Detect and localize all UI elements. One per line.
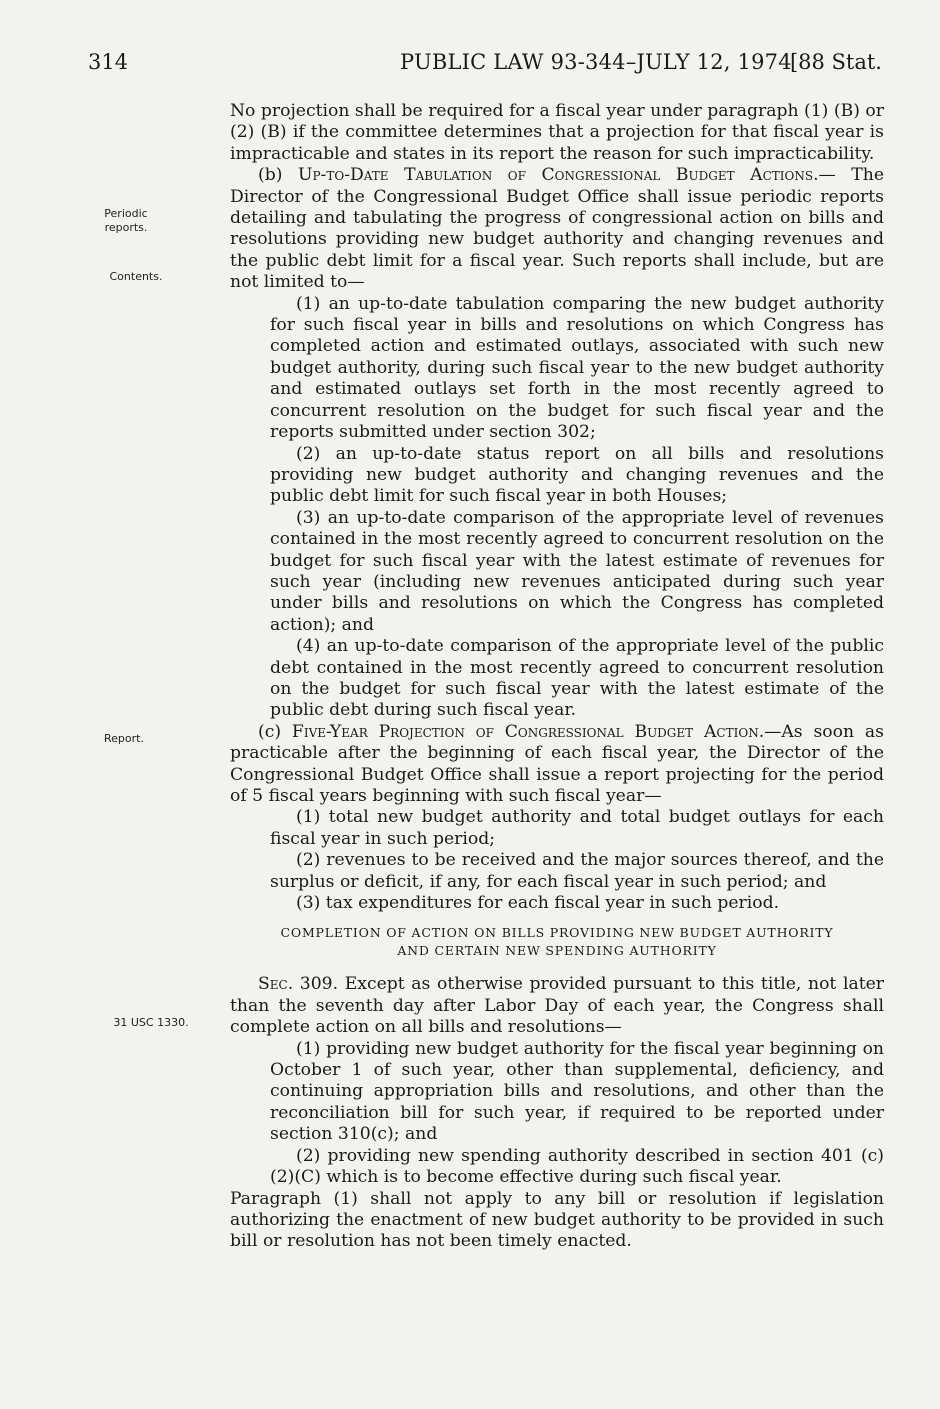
subsection-b-item-2: (2) an up-to-date status report on all bills and resolutions providing new budget authority and changing revenues and the public debt limit for such fiscal year in both Houses; — [270, 443, 884, 507]
header-title: PUBLIC LAW 93-344–JULY 12, 1974 — [400, 50, 792, 74]
page-number: 314 — [88, 50, 129, 74]
subsection-c-label: (c) — [258, 721, 292, 742]
subsection-b — [230, 165, 884, 293]
section-309-final-paragraph: Paragraph (1) shall not apply to any bill or resolution if legislation authorizing the enactment of new budget authority to be provided in such bill or resolution has not been timely enacted. — [230, 1188, 884, 1252]
section-309-item-1: (1) providing new budget authority for the fiscal year beginning on October 1 of such year, other than supplemental, deficiency, and continuing appropriation bills and resolutions, and other than the reconciliation bill for such year, if required to be reported under section 310(c); and — [270, 1038, 884, 1145]
document-body — [230, 101, 884, 1253]
margin-note-report: Report. — [104, 732, 144, 745]
subsection-b-text: — The Director of the Congressional Budget Office shall issue periodic reports detailing and tabulating the progress of congressional action on bills and resolutions providing new budget authority and changing revenues and the public debt limit for a fiscal year. Such reports shall include, but are not limited to— — [230, 165, 885, 293]
subsection-c-item-2: (2) revenues to be received and the major sources thereof, and the surplus or deficit, if any, for each fiscal year in such period; and — [270, 850, 884, 892]
subsection-c-item-3: (3) tax expenditures for each fiscal year in such period. — [296, 893, 780, 914]
statute-reference: [88 Stat. — [789, 50, 882, 74]
section-309 — [230, 974, 884, 1038]
section-309-label: Sec. 309. — [258, 974, 339, 995]
subsection-b-title: Up-to-Date Tabulation of Congressional Budget Actions. — [297, 165, 819, 186]
margin-note-usc: 31 USC 1330. — [113, 1016, 189, 1029]
subsection-b-item-1: (1) an up-to-date tabulation comparing the new budget authority for such fiscal year in bills and resolutions on which Congress has completed action and estimated outlays, associated with such new budget authority, during such fiscal year to the new budget authority and estimated outlays set forth in the most recently agreed to concurrent resolution on the budget for such fiscal year and the reports submitted under section 302; — [270, 293, 884, 443]
subsection-b-item-4: (4) an up-to-date comparison of the appropriate level of the public debt contained in the most recently agreed to concurrent resolution on the budget for such fiscal year with the latest estimate of the public debt during such fiscal year. — [270, 636, 884, 721]
section-heading — [230, 924, 884, 960]
subsection-c-title: Five-Year Projection of Congressional Budget Action. — [291, 721, 765, 742]
subsection-b-item-3: (3) an up-to-date comparison of the appropriate level of revenues contained in the most recently agreed to concurrent resolution on the budget for such fiscal year with the latest estimate of revenues for such year (including new revenues anticipated during such year under bills and resolutions on which the Congress has completed action); and — [270, 507, 884, 635]
section-309-item-2: (2) providing new spending authority described in section 401 (c)(2)(C) which is to become effective during such fiscal year. — [270, 1145, 884, 1188]
page-header — [88, 50, 888, 84]
subsection-b-label: (b) — [258, 165, 298, 186]
margin-note-periodic-reports: Periodic reports. — [104, 207, 148, 234]
section-heading-line-1: COMPLETION OF ACTION ON BILLS PROVIDING NEW BUDGET AUTHORITY — [280, 925, 834, 941]
section-heading-line-2: AND CERTAIN NEW SPENDING AUTHORITY — [397, 943, 717, 959]
subsection-c-item-1: (1) total new budget authority and total budget outlays for each fiscal year in such period; — [270, 807, 884, 849]
subsection-c — [230, 722, 884, 808]
margin-note-contents: Contents. — [109, 270, 163, 283]
section-309-text: Except as otherwise provided pursuant to this title, not later than the seventh day after Labor Day of each year, the Congress shall complete action on all bills and resolutions— — [230, 974, 884, 1038]
subsection-c-text: —As soon as practicable after the beginning of each fiscal year, the Director of the Congressional Budget Office shall issue a report projecting for the period of 5 fiscal years beginning with such fiscal year— — [230, 721, 884, 806]
paragraph-projection: No projection shall be required for a fiscal year under paragraph (1) (B) or (2) (B) if the committee determines that a projection for that fiscal year is impracticable and states in its report the reason for such impracticability. — [230, 101, 884, 164]
